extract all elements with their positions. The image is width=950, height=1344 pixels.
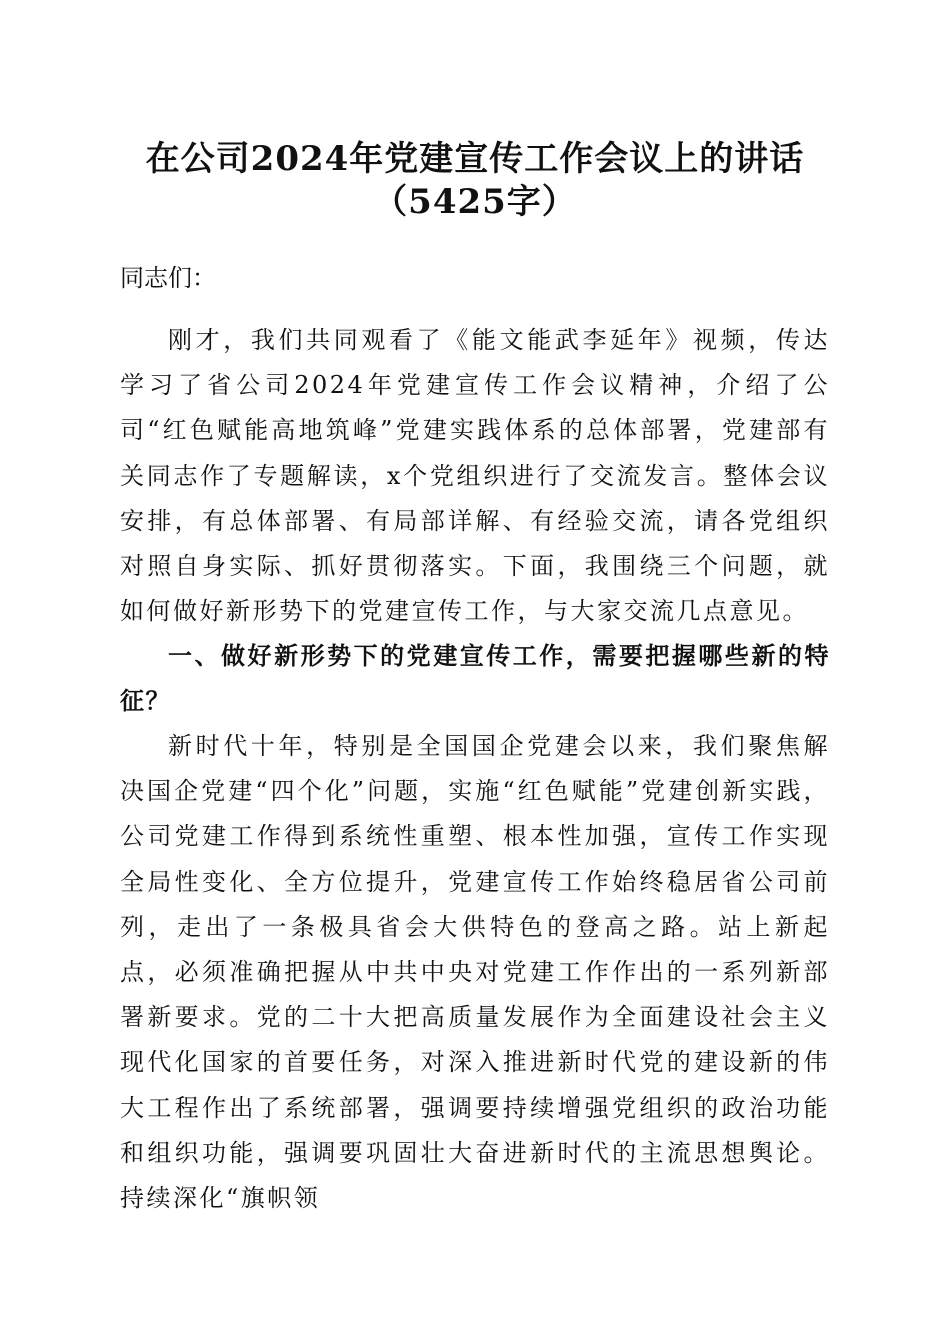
section-heading-1: 一、做好新形势下的党建宣传工作，需要把握哪些新的特征？ [120,642,830,716]
salutation: 同志们： [120,264,216,292]
paragraph-section-1: 新时代十年，特别是全国国企党建会以来，我们聚焦解决国企党建“四个化”问题，实施“红色赋能”党建创新实践，公司党建工作得到系统性重塑、根本性加强，宣传工作实现全局性变化、全方位提升，党建宣传工作始终稳居省公司前列，走出了一条极具省会大供特色的登高之路。站上新起点，必须准确把握从中共中央对党建工作作出的一系列新部署新要求。党的二十大把高质量发展作为全面建设社会主义现代化国家的首要任务，对深入推进新时代党的建设新的伟大工程作出了系统部署，强调要持续增强党组织的政治功能和组织功能，强调要巩固壮大奋进新时代的主流思想舆论。持续深化“旗帜领 [120,732,830,1213]
document-title: 在公司2024年党建宣传工作会议上的讲话 [145,139,805,179]
document-word-count: （5425字） [373,182,577,222]
paragraph-intro: 刚才，我们共同观看了《能文能武李延年》视频，传达学习了省公司2024年党建宣传工作会议精神，介绍了公司“红色赋能高地筑峰”党建实践体系的总体部署，党建部有关同志作了专题解读，x个党组织进行了交流发言。整体会议安排，有总体部署、有局部详解、有经验交流，请各党组织对照自身实际、抓好贯彻落实。下面，我围绕三个问题，就如何做好新形势下的党建宣传工作，与大家交流几点意见。 [120,326,830,626]
